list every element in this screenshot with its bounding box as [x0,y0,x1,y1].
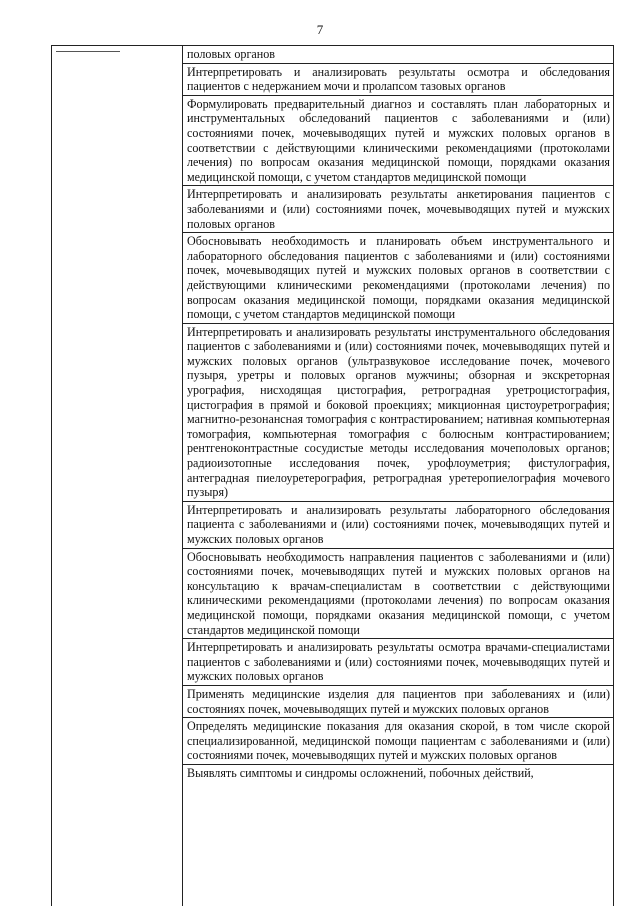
table-row: Интерпретировать и анализировать результаты осмотра и обследования пациентов с недержанием мочи и пролапсом тазовых органов [183,64,613,96]
table-row: Определять медицинские показания для оказания скорой, в том числе скорой специализированной, медицинской помощи пациентам с заболеваниями и (или) состояниями почек, мочевыводящих путей и мужских половых органов [183,718,613,765]
table-row: Выявлять симптомы и синдромы осложнений, побочных действий, [187,765,534,780]
skills-table [51,45,614,906]
table-row: Интерпретировать и анализировать результаты осмотра врачами-специалистами пациентов с заболеваниями и (или) состояниями почек, мочевыводящих путей и мужских половых органов [183,639,613,686]
table-row: Обосновывать необходимость и планировать объем инструментального и лабораторного обследования пациентов с заболеваниями и (или) состояниями почек, мочевыводящих путей и мужских половых органов в соответствии с действующими клиническими рекомендациями (протоколами лечения) по вопросам оказания медицинской помощи, порядками оказания медицинской помощи, с учетом стандартов медицинской помощи [183,233,613,324]
table-right-column [183,46,614,906]
table-row: половых органов [183,46,613,64]
table-left-column [52,46,183,906]
page-number: 7 [316,22,324,37]
table-row: Интерпретировать и анализировать результаты инструментального обследования пациентов с заболеваниями и (или) состояниями почек, мочевыводящих путей и мужских половых органов (ультразвуковое исследование почек, мочевого пузыря, уретры и половых органов мужчины; обзорная и экскреторная урография, нисходящая цистография, ретроградная уретроцистография, цистография в прямой и боковой проекциях; микционная цистоуретрография; магнитно-резонансная томография с контрастированием; нативная компьютерная томография, компьютерная томография с болюсным контрастированием; рентгеноконтрастные сосудистые методы исследования мочеполовых органов; радиоизотопные исследования почек, урофлоуметрия; фистулография, антеградная пиелоуретерография, ретроградная уретеропиелография мочевого пузыря) [183,324,613,502]
table-row: Обосновывать необходимость направления пациентов с заболеваниями и (или) состояниями почек, мочевыводящих путей и мужских половых органов на консультацию к врачам-специалистам в соответствии с действующими клиническими рекомендациями (протоколами лечения) по вопросам оказания медицинской помощи, порядками оказания медицинской помощи, с учетом стандартов медицинской помощи [183,549,613,640]
table-row: Применять медицинские изделия для пациентов при заболеваниях и (или) состояниях почек, мочевыводящих путей и мужских половых органов [183,686,613,718]
table-row: Интерпретировать и анализировать результаты лабораторного обследования пациента с заболеваниями и (или) состояниями почек, мочевыводящих путей и мужских половых органов [183,502,613,549]
table-row: Формулировать предварительный диагноз и составлять план лабораторных и инструментальных обследований пациентов с заболеваниями и (или) состояниями почек, мочевыводящих путей и мужских половых органов в соответствии с действующими клиническими рекомендациями (протоколами лечения) по вопросам оказания медицинской помощи, порядками оказания медицинской помощи, с учетом стандартов медицинской помощи [183,96,613,187]
column-header-underline [56,51,120,52]
table-row: Интерпретировать и анализировать результаты анкетирования пациентов с заболеваниями и (или) состояниями почек, мочевыводящих путей и мужских половых органов [183,186,613,233]
